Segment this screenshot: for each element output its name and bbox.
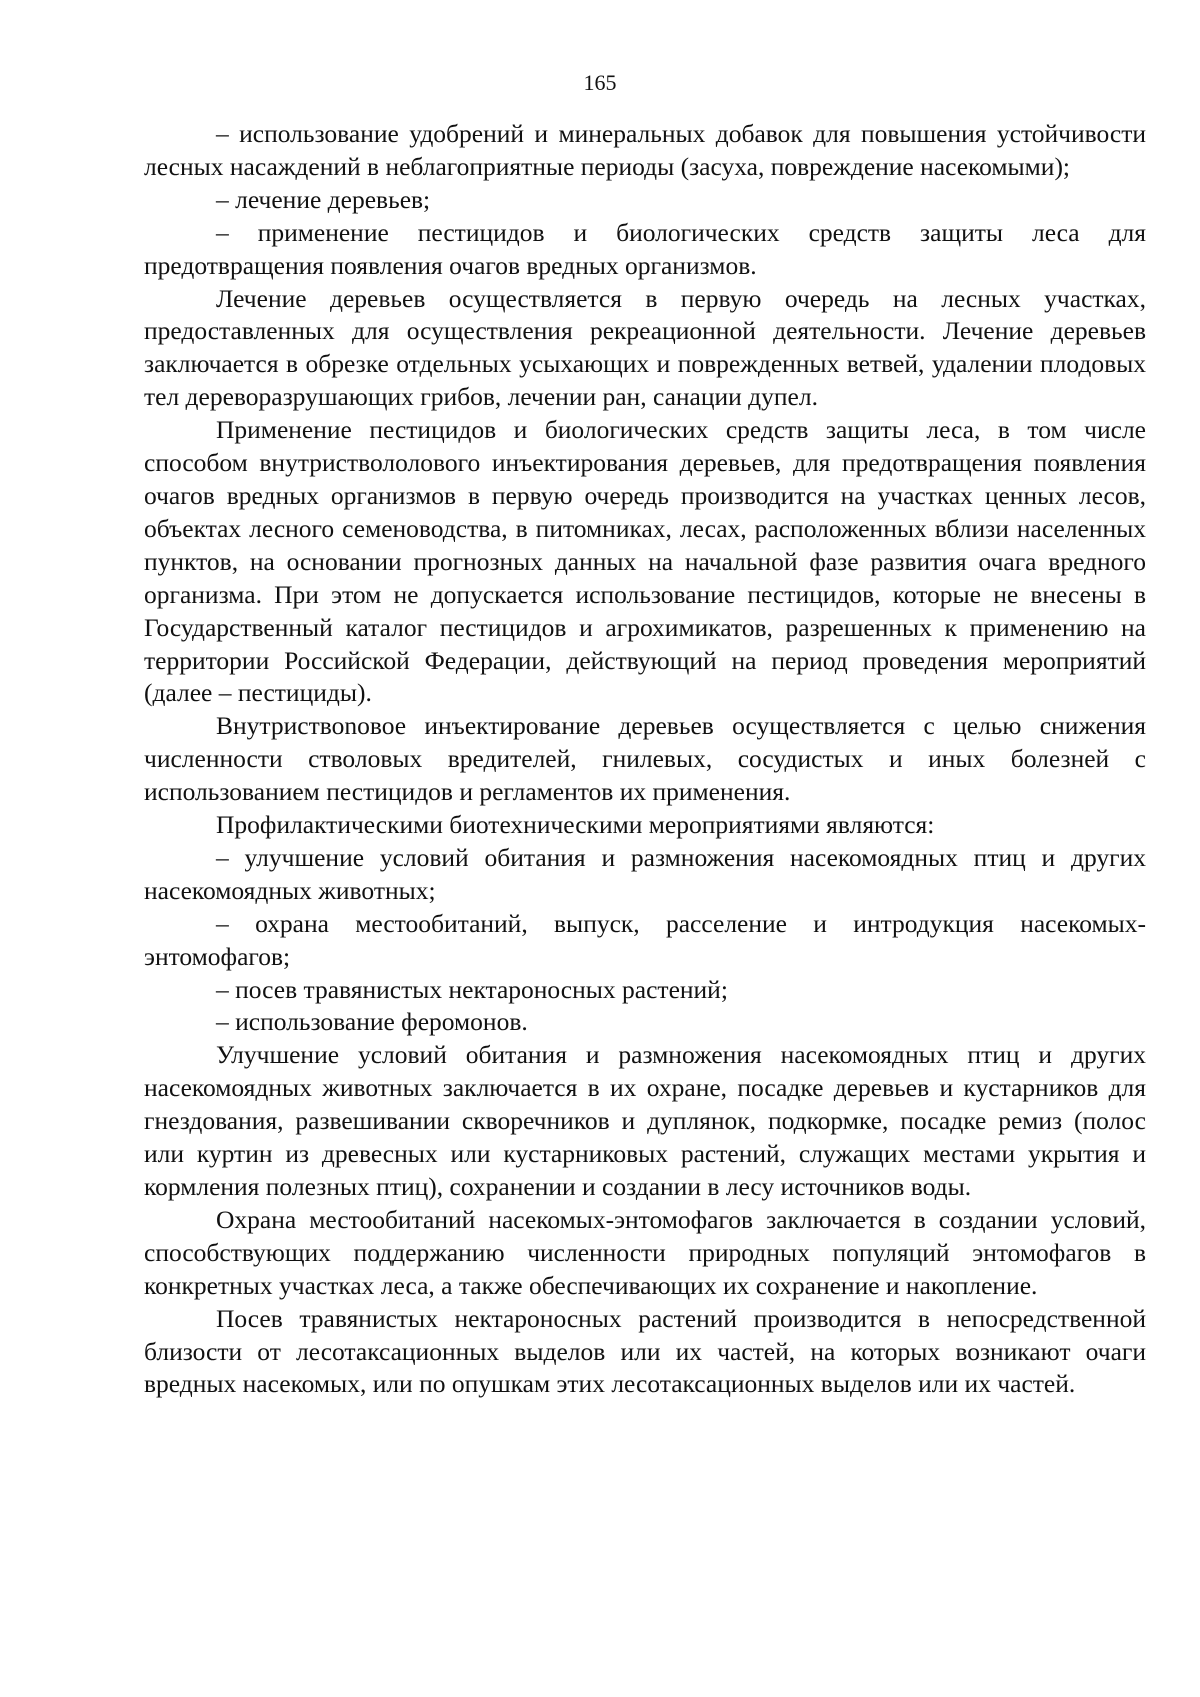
- paragraph: – улучшение условий обитания и размножения насекомоядных птиц и других насекомоядных животных;: [144, 842, 1146, 905]
- paragraph: Применение пестицидов и биологических средств защиты леса, в том числе способом внутриствололового инъектирования деревьев, для предотвращения появления очагов вредных организмов в первую очередь производится на участках ценных лесов, объектах лесного семеноводства, в питомниках, лесах, расположенных вблизи населенных пунктов, на основании прогнозных данных на начальной фазе развития очага вредного организма. При этом не допускается использование пестицидов, которые не внесены в Государственный каталог пестицидов и агрохимикатов, разрешенных к применению на территории Российской Федерации, действующий на период проведения мероприятий (далее – пестициды).: [144, 415, 1146, 708]
- paragraph: – использование феромонов.: [216, 1007, 528, 1037]
- paragraph: – охрана местообитаний, выпуск, расселение и интродукция насекомых-энтомофагов;: [144, 908, 1146, 971]
- paragraph: – посев травянистых нектароносных растений;: [216, 974, 728, 1004]
- paragraph: Охрана местообитаний насекомых-энтомофагов заключается в создании условий, способствующих поддержанию численности природных популяций энтомофагов в конкретных участках леса, а также обеспечивающих их сохранение и накопление.: [144, 1204, 1146, 1300]
- paragraph: Лечение деревьев осуществляется в первую очередь на лесных участках, предоставленных для осуществления рекреационной деятельности. Лечение деревьев заключается в обрезке отдельных усыхающих и поврежденных ветвей, удалении плодовых тел дереворазрушающих грибов, лечении ран, санации дупел.: [144, 283, 1146, 412]
- paragraph: Профилактическими биотехническими мероприятиями являются:: [216, 810, 935, 840]
- paragraph: – применение пестицидов и биологических средств защиты леса для предотвращения появления очагов вредных организмов.: [144, 217, 1146, 280]
- paragraph: – использование удобрений и минеральных добавок для повышения устойчивости лесных насаждений в неблагоприятные периоды (засуха, повреждение насекомыми);: [144, 119, 1146, 181]
- paragraph: Улучшение условий обитания и размножения насекомоядных птиц и других насекомоядных животных заключается в их охране, посадке деревьев и кустарников для гнездования, развешивании скворечников и дуплянок, подкормке, посадке ремиз (полос или куртин из древесных или кустарниковых растений, служащих местами укрытия и кормления полезных птиц), сохранении и создании в лесу источников воды.: [144, 1040, 1146, 1201]
- paragraph: – лечение деревьев;: [216, 184, 431, 214]
- paragraph: Внутриствоnовое инъектирование деревьев осуществляется с целью снижения численности стволовых вредителей, гнилевых, сосудистых и иных болезней с использованием пестицидов и регламентов их применения.: [144, 711, 1146, 807]
- document-body: [144, 118, 1146, 1401]
- paragraph: Посев травянистых нектароносных растений производится в непосредственной близости от лесотаксационных выделов или их частей, на которых возникают очаги вредных насекомых, или по опушкам этих лесотаксационных выделов или их частей.: [144, 1303, 1146, 1399]
- page-number: 165: [583, 70, 617, 95]
